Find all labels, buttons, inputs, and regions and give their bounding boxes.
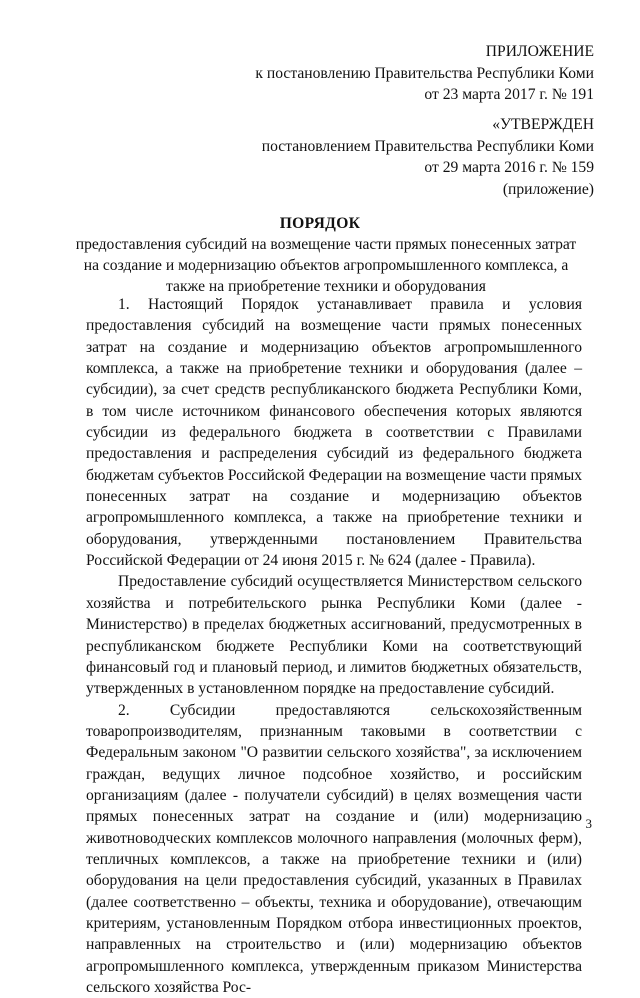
document-subtitle: предоставления субсидий на возмещение части прямых понесенных затрат на создание и модернизацию объектов агропромышленного комплекса, а также на приобретение техники и оборудования: [75, 236, 577, 295]
paragraph: 1. Настоящий Порядок устанавливает правила и условия предоставления субсидий на возмещение части прямых понесенных затрат на создание и модернизацию объектов агропромышленного комплекса, а также на приобретение техники и оборудования (далее – субсидии), за счет средств республиканского бюджета Республики Коми, в том числе источником финансового обеспечения которых являются субсидии из федерального бюджета в соответствии с Правилами предоставления и распределения субсидий из федерального бюджета бюджетам субъектов Российской Федерации на возмещение части прямых понесенных затрат на создание и модернизацию объектов агропромышленного комплекса, а также на приобретение техники и оборудования, утвержденными постановлением Правительства Российской Федерации от 24 июня 2015 г. № 624 (далее - Правила).: [86, 296, 582, 570]
appendix-date-line: от 23 марта 2017 г. № 191: [424, 86, 594, 103]
paragraph: Предоставление субсидий осуществляется Министерством сельского хозяйства и потребительского рынка Республики Коми (далее - Министерство) в пределах бюджетных ассигнований, предусмотренных в республиканском бюджете Республики Коми на соответствующий финансовый год и плановый период, и лимитов бюджетных обязательств, утвержденных в установленном порядке на предоставление субсидий.: [86, 573, 582, 698]
document-title: ПОРЯДОК: [279, 215, 361, 232]
appendix-resolution-line: к постановлению Правительства Республики Коми: [255, 64, 594, 82]
paragraph: 2. Субсидии предоставляются сельскохозяйственным товаропроизводителям, признанным таковыми в соответствии с Федеральным законом "О развитии сельского хозяйства", за исключением граждан, ведущих личное подсобное хозяйство, и российским организациям (далее - получатели субсидий) в целях возмещения части прямых понесенных затрат на создание и (или) модернизацию животноводческих комплексов молочного направления (молочных ферм), тепличных комплексов, а также на приобретение техники и (или) оборудования на цели предоставления субсидий, указанных в Правилах (далее соответственно – объекты, техника и оборудование), отвечающим критериям, установленным Порядком отбора инвестиционных проектов, направленных на строительство и (или) модернизацию объектов агропромышленного комплекса, утвержденным приказом Министерства сельского хозяйства Рос-: [86, 701, 582, 996]
appendix-header: [255, 41, 594, 106]
document-body: [86, 294, 582, 998]
approved-label: «УТВЕРЖДЕН: [492, 116, 594, 133]
appendix-label: ПРИЛОЖЕНИЕ: [485, 43, 594, 60]
page-number: 3: [585, 816, 592, 831]
approved-resolution-line: постановлением Правительства Республики Коми: [261, 137, 594, 155]
approved-header: [262, 114, 594, 200]
approved-note-line: (приложение): [502, 180, 594, 198]
approved-date-line: от 29 марта 2016 г. № 159: [424, 159, 594, 176]
